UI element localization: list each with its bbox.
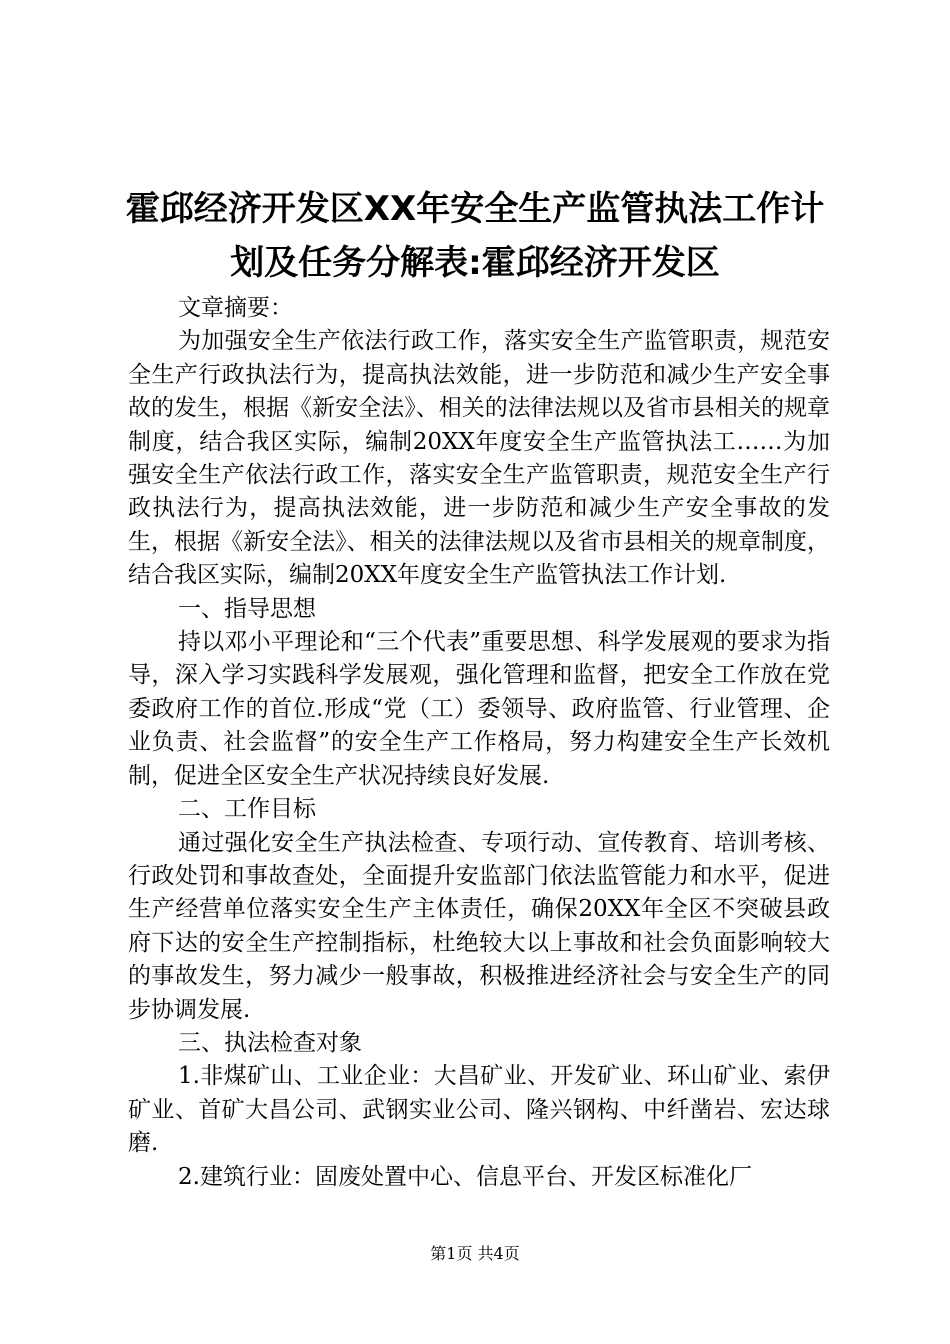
page-title: 霍邱经济开发区XX年安全生产监管执法工作计划及任务分解表:霍邱经济开发区 (125, 189, 825, 283)
page-number-footer: 第1页 共4页 (430, 1244, 520, 1263)
list-item-construction: 2.建筑行业：固废处置中心、信息平台、开发区标准化厂 (178, 1163, 752, 1190)
list-item-non-coal-mines: 1.非煤矿山、工业企业：大昌矿业、开发矿业、环山矿业、索伊矿业、首矿大昌公司、武钢实业公司、隆兴钢构、中纤凿岩、宏达球磨. (128, 1063, 830, 1157)
section-paragraph-guiding-ideology: 持以邓小平理论和“三个代表”重要思想、科学发展观的要求为指导，深入学习实践科学发展观，强化管理和监督，把安全工作放在党委政府工作的首位.形成“党（工）委领导、政府监管、行业管理、企业负责、社会监督”的安全生产工作格局，努力构建安全生产长效机制，促进全区安全生产状况持续良好发展. (128, 629, 830, 789)
abstract-paragraph: 为加强安全生产依法行政工作，落实安全生产监管职责，规范安全生产行政执法行为，提高执法效能，进一步防范和减少生产安全事故的发生，根据《新安全法》、相关的法律法规以及省市县相关的规章制度，结合我区实际，编制20XX年度安全生产监管执法工……为加强安全生产依法行政工作，落实安全生产监管职责，规范安全生产行政执法行为，提高执法效能，进一步防范和减少生产安全事故的发生，根据《新安全法》、相关的法律法规以及省市县相关的规章制度，结合我区实际，编制20XX年度安全生产监管执法工作计划. (128, 328, 830, 589)
section-heading-work-goals: 二、工作目标 (178, 796, 316, 823)
section-heading-guiding-ideology: 一、指导思想 (178, 595, 316, 622)
section-heading-inspection-targets: 三、执法检查对象 (178, 1029, 362, 1056)
abstract-label: 文章摘要： (178, 295, 293, 321)
document-body (128, 292, 830, 1194)
section-paragraph-work-goals: 通过强化安全生产执法检查、专项行动、宣传教育、培训考核、行政处罚和事故查处，全面提升安监部门依法监管能力和水平，促进生产经营单位落实安全生产主体责任，确保20XX年全区不突破县政府下达的安全生产控制指标，杜绝较大以上事故和社会负面影响较大的事故发生，努力减少一般事故，积极推进经济社会与安全生产的同步协调发展. (128, 829, 830, 1023)
